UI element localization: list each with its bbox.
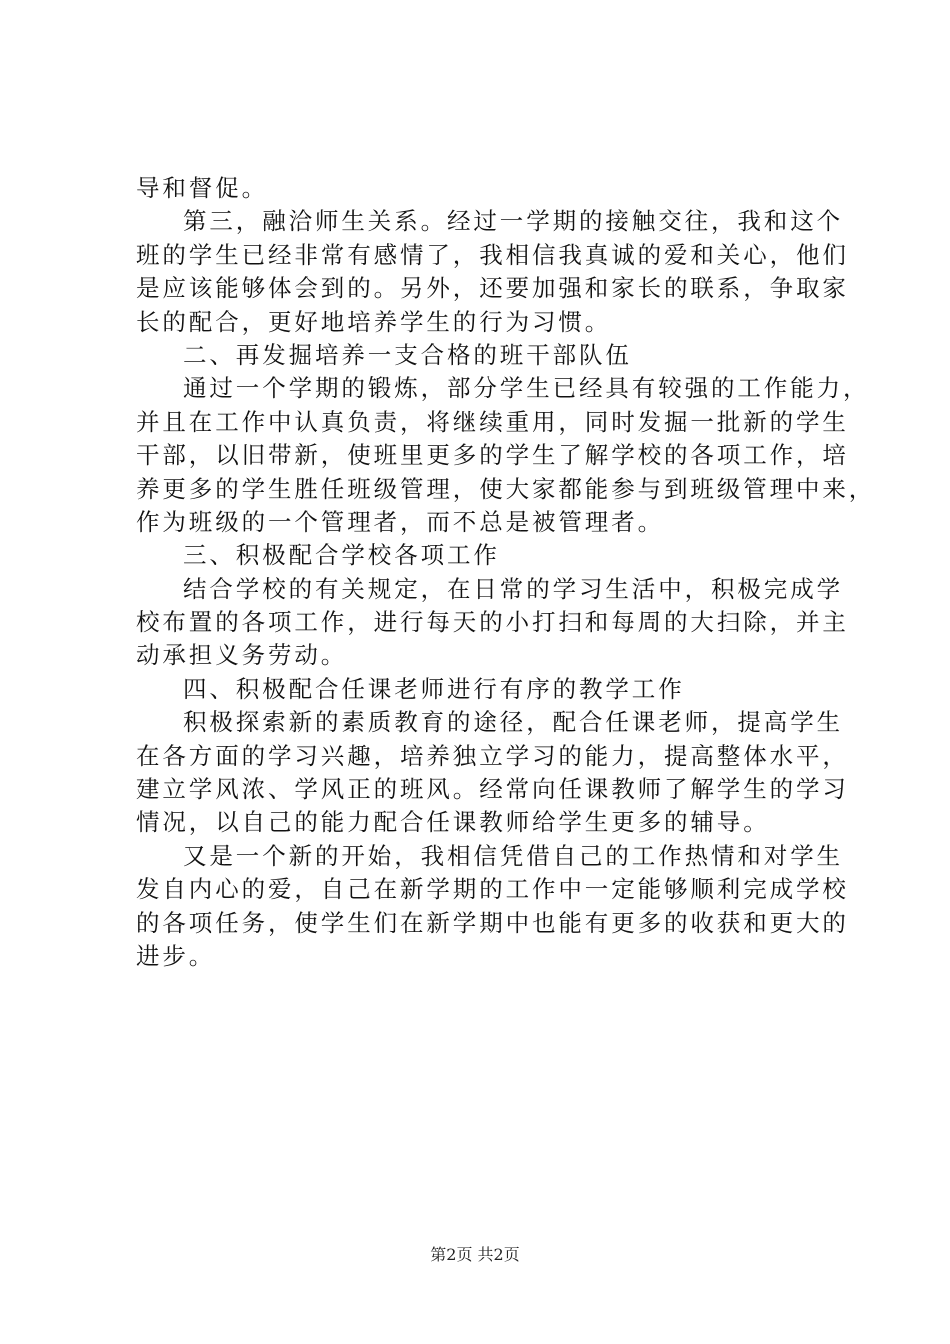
text-line: 进步。 bbox=[136, 941, 216, 970]
page-footer: 第2页 共2页 bbox=[430, 1245, 520, 1264]
paragraph bbox=[136, 706, 849, 840]
text-line: 动承担义务劳动。 bbox=[136, 641, 348, 670]
text-line: 班的学生已经非常有感情了，我相信我真诚的爱和关心，他们 bbox=[136, 240, 849, 269]
text-line: 发自内心的爱，自己在新学期的工作中一定能够顺利完成学校 bbox=[136, 875, 849, 904]
text-line: 二、再发掘培养一支合格的班干部队伍 bbox=[183, 340, 632, 369]
text-line: 干部，以旧带新，使班里更多的学生了解学校的各项工作，培 bbox=[136, 441, 849, 470]
text-line: 作为班级的一个管理者，而不总是被管理者。 bbox=[136, 507, 664, 536]
paragraph bbox=[136, 840, 849, 974]
text-line: 的各项任务，使学生们在新学期中也能有更多的收获和更大的 bbox=[136, 908, 849, 937]
text-line: 积极探索新的素质教育的途径，配合任课老师，提高学生 bbox=[183, 708, 843, 737]
text-line: 建立学风浓、学风正的班风。经常向任课教师了解学生的学习 bbox=[136, 775, 849, 804]
paragraph bbox=[136, 205, 849, 339]
document-body bbox=[136, 172, 876, 973]
text-line: 并且在工作中认真负责，将继续重用，同时发掘一批新的学生 bbox=[136, 407, 849, 436]
text-line: 通过一个学期的锻炼，部分学生已经具有较强的工作能力， bbox=[183, 374, 870, 403]
text-line: 是应该能够体会到的。另外，还要加强和家长的联系，争取家 bbox=[136, 274, 849, 303]
text-line: 又是一个新的开始，我相信凭借自己的工作热情和对学生 bbox=[183, 841, 843, 870]
text-line: 四、积极配合任课老师进行有序的教学工作 bbox=[183, 674, 685, 703]
paragraph bbox=[136, 539, 836, 572]
text-line: 导和督促。 bbox=[136, 174, 268, 202]
paragraph bbox=[136, 673, 836, 706]
paragraph bbox=[136, 573, 849, 673]
text-line: 情况，以自己的能力配合任课教师给学生更多的辅导。 bbox=[136, 808, 770, 837]
text-line: 校布置的各项工作，进行每天的小打扫和每周的大扫除，并主 bbox=[136, 608, 849, 637]
paragraph bbox=[136, 372, 876, 539]
paragraph bbox=[136, 172, 836, 205]
text-line: 长的配合，更好地培养学生的行为习惯。 bbox=[136, 307, 612, 336]
text-line: 第三，融洽师生关系。经过一学期的接触交往，我和这个 bbox=[183, 207, 843, 236]
text-line: 结合学校的有关规定，在日常的学习生活中，积极完成学 bbox=[183, 574, 843, 603]
paragraph bbox=[136, 339, 836, 372]
text-line: 三、积极配合学校各项工作 bbox=[183, 541, 500, 570]
text-line: 养更多的学生胜任班级管理，使大家都能参与到班级管理中来， bbox=[136, 474, 876, 503]
text-line: 在各方面的学习兴趣，培养独立学习的能力，提高整体水平， bbox=[136, 741, 849, 770]
